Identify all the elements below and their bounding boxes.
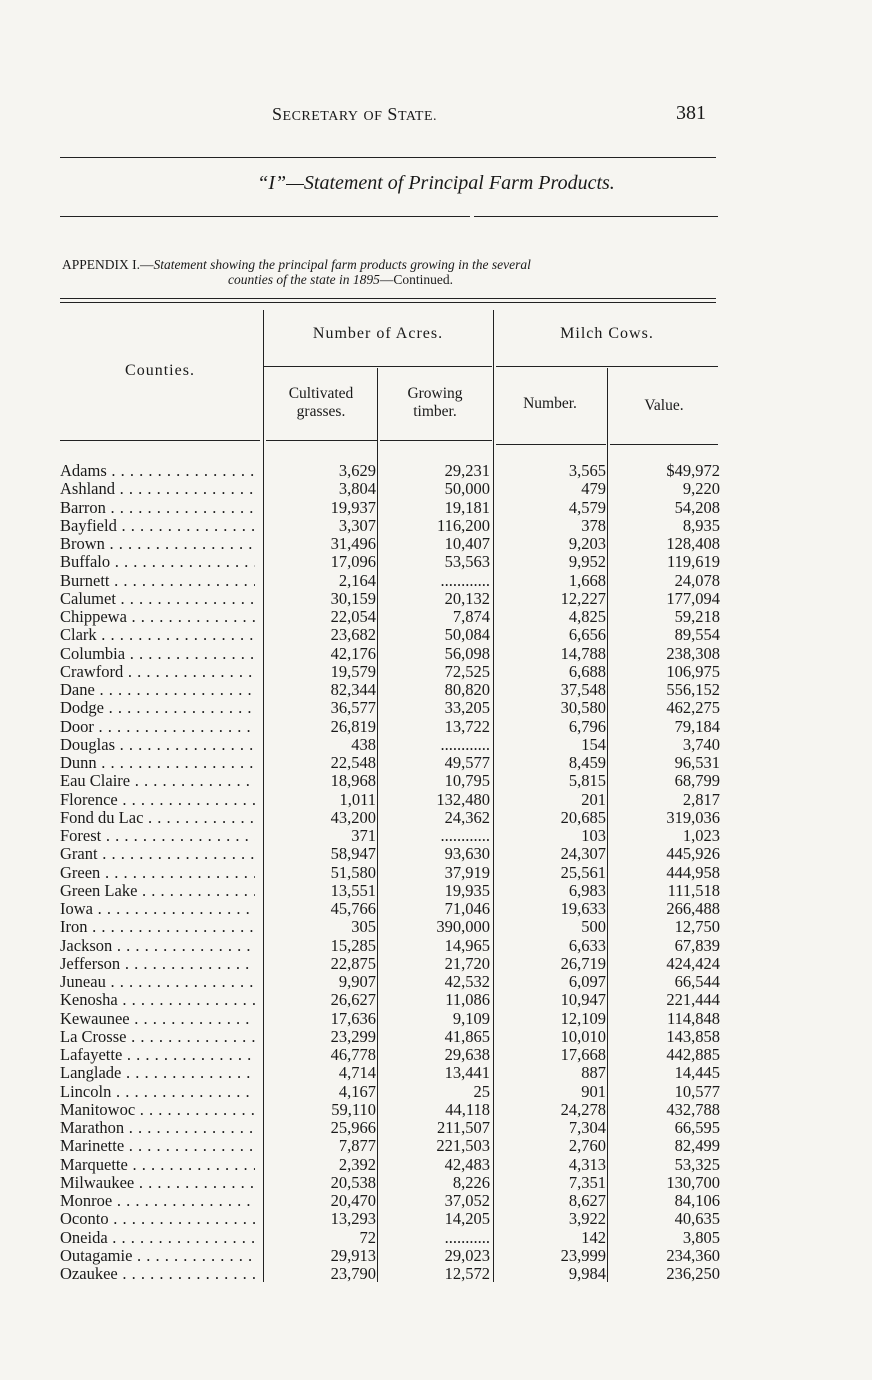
cultivated-grasses: 2,164 bbox=[338, 570, 376, 590]
county-name: Ozaukee . . . bbox=[60, 1265, 255, 1283]
milch-cows-value: 14,445 bbox=[674, 1063, 720, 1083]
milch-cows-number: 8,627 bbox=[568, 1191, 606, 1210]
milch-cows-value: 319,036 bbox=[666, 807, 720, 827]
table-row bbox=[0, 608, 872, 626]
milch-cows-value: 238,308 bbox=[666, 643, 720, 663]
growing-timber: 8,226 bbox=[452, 1172, 490, 1192]
table-row bbox=[0, 480, 872, 498]
milch-cows-value: 143,858 bbox=[666, 1026, 720, 1046]
cultivated-grasses: 19,937 bbox=[330, 497, 376, 517]
milch-cows-value: 114,848 bbox=[666, 1008, 720, 1028]
milch-cows-number: 30,580 bbox=[560, 698, 606, 718]
milch-cows-value: 432,788 bbox=[666, 1099, 720, 1119]
milch-cows-number: 3,565 bbox=[568, 461, 606, 480]
milch-cows-value: 462,275 bbox=[666, 698, 720, 718]
cultivated-grasses: 22,875 bbox=[330, 953, 376, 973]
growing-timber: 42,483 bbox=[444, 1154, 490, 1174]
milch-cows-value: 53,325 bbox=[674, 1154, 720, 1174]
milch-cows-value: 442,885 bbox=[666, 1045, 720, 1064]
table-row bbox=[0, 681, 872, 699]
cultivated-grasses: 3,307 bbox=[338, 515, 376, 535]
milch-cows-value: 424,424 bbox=[666, 953, 720, 973]
table-row bbox=[0, 882, 872, 900]
milch-cows-number: 7,351 bbox=[568, 1172, 606, 1192]
growing-timber: 37,919 bbox=[444, 862, 490, 882]
growing-timber: 14,965 bbox=[444, 935, 490, 955]
milch-cows-value: 556,152 bbox=[666, 680, 720, 699]
county-name: Ashland . . . bbox=[60, 480, 255, 498]
cultivated-grasses: 2,392 bbox=[338, 1154, 376, 1174]
table-row bbox=[0, 1210, 872, 1228]
table-row bbox=[0, 462, 872, 480]
milch-cows-number: 10,947 bbox=[560, 990, 606, 1010]
milch-cows-value: 445,926 bbox=[666, 844, 720, 864]
milch-cows-number: 6,097 bbox=[568, 972, 606, 991]
county-name: Oneida . . . bbox=[60, 1229, 255, 1247]
milch-cows-value: 10,577 bbox=[674, 1081, 720, 1101]
milch-cows-value: 444,958 bbox=[666, 862, 720, 882]
milch-cows-value: 2,817 bbox=[682, 789, 720, 809]
growing-timber: 42,532 bbox=[444, 972, 490, 991]
table-row bbox=[0, 754, 872, 772]
growing-timber: 19,181 bbox=[444, 497, 490, 517]
county-name: Clark . . . bbox=[60, 626, 255, 644]
milch-cows-number: 9,984 bbox=[568, 1264, 606, 1283]
cows-group-rule bbox=[496, 366, 718, 367]
milch-cows-number: 479 bbox=[581, 479, 606, 499]
growing-timber: 390,000 bbox=[436, 917, 490, 937]
table-row bbox=[0, 535, 872, 553]
county-name: Outagamie . . . bbox=[60, 1247, 255, 1265]
cultivated-grasses: 22,548 bbox=[330, 753, 376, 772]
county-name: Green . . . bbox=[60, 864, 255, 882]
growing-timber: 25 bbox=[473, 1081, 490, 1101]
county-name: Juneau . . . bbox=[60, 973, 255, 991]
growing-timber: 41,865 bbox=[444, 1026, 490, 1046]
cultivated-grasses: 22,054 bbox=[330, 607, 376, 626]
growing-timber: 14,205 bbox=[444, 1209, 490, 1229]
table-row bbox=[0, 1119, 872, 1137]
cultivated-grasses: 30,159 bbox=[330, 588, 376, 608]
growing-timber: 56,098 bbox=[444, 643, 490, 663]
col-header-timber: Growing timber. bbox=[407, 385, 463, 420]
cultivated-grasses: 20,470 bbox=[330, 1191, 376, 1210]
cultivated-grasses: 9,907 bbox=[338, 972, 376, 991]
county-name: Bayfield . . . bbox=[60, 517, 255, 535]
milch-cows-number: 12,109 bbox=[560, 1008, 606, 1028]
growing-timber: 53,563 bbox=[444, 552, 490, 572]
milch-cows-number: 9,952 bbox=[568, 552, 606, 572]
growing-timber: 29,023 bbox=[444, 1245, 490, 1265]
milch-cows-value: 177,094 bbox=[666, 588, 720, 608]
cultivated-grasses: 58,947 bbox=[330, 844, 376, 864]
cultivated-grasses: 3,629 bbox=[338, 461, 376, 480]
growing-timber: 50,084 bbox=[444, 625, 490, 645]
cultivated-grasses: 305 bbox=[351, 917, 376, 937]
milch-cows-number: 4,313 bbox=[568, 1154, 606, 1174]
county-name: Door . . . bbox=[60, 718, 255, 736]
milch-cows-value: 68,799 bbox=[674, 771, 720, 791]
table-row bbox=[0, 645, 872, 663]
table-row bbox=[0, 1083, 872, 1101]
county-name: Calumet . . . bbox=[60, 590, 255, 608]
table-row bbox=[0, 809, 872, 827]
cultivated-grasses: 31,496 bbox=[330, 534, 376, 553]
cultivated-grasses: 371 bbox=[351, 826, 376, 845]
acres-group-header: Number of Acres. bbox=[312, 325, 444, 342]
milch-cows-number: 12,227 bbox=[560, 588, 606, 608]
milch-cows-number: 154 bbox=[581, 734, 606, 754]
milch-cows-value: 1,023 bbox=[682, 826, 720, 845]
milch-cows-value: 266,488 bbox=[666, 899, 720, 918]
col-header-cultivated: Cultivated grasses. bbox=[288, 385, 354, 420]
growing-timber: 211,507 bbox=[436, 1118, 490, 1137]
county-name: Chippewa . . . bbox=[60, 608, 255, 626]
cultivated-grasses: 438 bbox=[351, 734, 376, 754]
acres-group-rule bbox=[264, 366, 492, 367]
cultivated-grasses: 43,200 bbox=[330, 807, 376, 827]
county-name: Lincoln . . . bbox=[60, 1083, 255, 1101]
milch-cows-number: 8,459 bbox=[568, 753, 606, 772]
cultivated-grasses: 13,293 bbox=[330, 1209, 376, 1229]
milch-cows-number: 378 bbox=[581, 515, 606, 535]
milch-cows-number: 500 bbox=[581, 917, 606, 937]
county-name: Marathon . . . bbox=[60, 1119, 255, 1137]
header-bottom-rule-c1 bbox=[266, 440, 378, 441]
county-name: Douglas . . . bbox=[60, 736, 255, 754]
table-row bbox=[0, 1247, 872, 1265]
milch-cows-value: 236,250 bbox=[666, 1264, 720, 1283]
milch-cows-value: 96,531 bbox=[674, 753, 720, 772]
growing-timber: 49,577 bbox=[444, 753, 490, 772]
growing-timber: 20,132 bbox=[444, 588, 490, 608]
county-name: Green Lake . . . bbox=[60, 882, 255, 900]
milch-cows-value: 66,544 bbox=[674, 972, 720, 991]
cultivated-grasses: 19,579 bbox=[330, 661, 376, 681]
milch-cows-value: 89,554 bbox=[674, 625, 720, 645]
county-name: Jackson . . . bbox=[60, 937, 255, 955]
table-row bbox=[0, 499, 872, 517]
cultivated-grasses: 3,804 bbox=[338, 479, 376, 499]
milch-cows-number: 201 bbox=[581, 789, 606, 809]
milch-cows-value: 67,839 bbox=[674, 935, 720, 955]
milch-cows-number: 10,010 bbox=[560, 1026, 606, 1046]
cultivated-grasses: 23,790 bbox=[330, 1264, 376, 1283]
milch-cows-value: 234,360 bbox=[666, 1245, 720, 1265]
cultivated-grasses: 45,766 bbox=[330, 899, 376, 918]
county-name: Florence . . . bbox=[60, 791, 255, 809]
growing-timber: ............ bbox=[440, 734, 490, 754]
cultivated-grasses: 4,167 bbox=[338, 1081, 376, 1101]
milch-cows-number: 6,688 bbox=[568, 661, 606, 681]
milch-cows-number: 2,760 bbox=[568, 1136, 606, 1156]
milch-cows-number: 25,561 bbox=[560, 862, 606, 882]
county-name: Forest . . . bbox=[60, 827, 255, 845]
table-row bbox=[0, 955, 872, 973]
county-name: Marquette . . . bbox=[60, 1156, 255, 1174]
table-row bbox=[0, 1010, 872, 1028]
growing-timber: 37,052 bbox=[444, 1191, 490, 1210]
cultivated-grasses: 42,176 bbox=[330, 643, 376, 663]
county-name: Eau Claire . . . bbox=[60, 772, 255, 790]
cultivated-grasses: 13,551 bbox=[330, 880, 376, 900]
county-name: Kewaunee . . . bbox=[60, 1010, 255, 1028]
table-row bbox=[0, 864, 872, 882]
milch-cows-number: 7,304 bbox=[568, 1118, 606, 1137]
growing-timber: 7,874 bbox=[452, 607, 490, 626]
county-name: Burnett . . . bbox=[60, 572, 255, 590]
milch-cows-value: 12,750 bbox=[674, 917, 720, 937]
county-name: Adams . . . bbox=[60, 462, 255, 480]
cultivated-grasses: 4,714 bbox=[338, 1063, 376, 1083]
county-name: Dane . . . bbox=[60, 681, 255, 699]
table-row bbox=[0, 1174, 872, 1192]
table-row bbox=[0, 772, 872, 790]
county-name: Crawford . . . bbox=[60, 663, 255, 681]
table-row bbox=[0, 553, 872, 571]
cultivated-grasses: 23,682 bbox=[330, 625, 376, 645]
table-row bbox=[0, 1046, 872, 1064]
county-name: Barron . . . bbox=[60, 499, 255, 517]
milch-cows-value: 82,499 bbox=[674, 1136, 720, 1156]
section-rule-left bbox=[60, 216, 470, 217]
county-name: Monroe . . . bbox=[60, 1192, 255, 1210]
table-row bbox=[0, 1265, 872, 1283]
table-row bbox=[0, 626, 872, 644]
growing-timber: 21,720 bbox=[444, 953, 490, 973]
table-row bbox=[0, 663, 872, 681]
milch-cows-number: 5,815 bbox=[568, 771, 606, 791]
table-row bbox=[0, 973, 872, 991]
table-row bbox=[0, 937, 872, 955]
growing-timber: 44,118 bbox=[445, 1099, 490, 1119]
table-row bbox=[0, 699, 872, 717]
growing-timber: 10,407 bbox=[444, 534, 490, 553]
milch-cows-number: 4,579 bbox=[568, 497, 606, 517]
milch-cows-value: 3,740 bbox=[682, 734, 720, 754]
milch-cows-value: 24,078 bbox=[674, 570, 720, 590]
growing-timber: 10,795 bbox=[444, 771, 490, 791]
county-name: Oconto . . . bbox=[60, 1210, 255, 1228]
cultivated-grasses: 20,538 bbox=[330, 1172, 376, 1192]
cultivated-grasses: 18,968 bbox=[330, 771, 376, 791]
county-name: Brown . . . bbox=[60, 535, 255, 553]
table-row bbox=[0, 827, 872, 845]
milch-cows-number: 9,203 bbox=[568, 534, 606, 553]
cultivated-grasses: 46,778 bbox=[330, 1045, 376, 1064]
milch-cows-number: 24,307 bbox=[560, 844, 606, 864]
growing-timber: 93,630 bbox=[444, 844, 490, 864]
table-row bbox=[0, 991, 872, 1009]
table-row bbox=[0, 1028, 872, 1046]
growing-timber: 29,638 bbox=[444, 1045, 490, 1064]
header-bottom-rule-c3 bbox=[496, 444, 606, 445]
milch-cows-value: $49,972 bbox=[666, 461, 720, 480]
milch-cows-number: 20,685 bbox=[560, 807, 606, 827]
table-row bbox=[0, 1101, 872, 1119]
milch-cows-value: 128,408 bbox=[666, 534, 720, 553]
cultivated-grasses: 59,110 bbox=[331, 1099, 376, 1119]
growing-timber: 12,572 bbox=[444, 1264, 490, 1283]
county-name: Columbia . . . bbox=[60, 645, 255, 663]
milch-cows-number: 3,922 bbox=[568, 1209, 606, 1229]
milch-cows-value: 79,184 bbox=[674, 716, 720, 736]
counties-header: Counties. bbox=[125, 362, 195, 379]
growing-timber: 13,441 bbox=[444, 1063, 490, 1083]
milch-cows-number: 142 bbox=[581, 1227, 606, 1247]
county-name: Dunn . . . bbox=[60, 754, 255, 772]
growing-timber: 33,205 bbox=[444, 698, 490, 718]
header-bottom-rule-c2 bbox=[380, 440, 492, 441]
header-bottom-rule-counties bbox=[60, 440, 260, 441]
growing-timber: ............ bbox=[440, 570, 490, 590]
col-header-value: Value. bbox=[644, 397, 684, 414]
section-rule-right bbox=[474, 216, 718, 217]
milch-cows-number: 26,719 bbox=[560, 953, 606, 973]
cultivated-grasses: 1,011 bbox=[339, 789, 376, 809]
section-title: “I”—Statement of Principal Farm Products. bbox=[257, 172, 615, 194]
milch-cows-value: 59,218 bbox=[674, 607, 720, 626]
milch-cows-number: 19,633 bbox=[560, 899, 606, 918]
cultivated-grasses: 72 bbox=[359, 1227, 376, 1247]
county-name: Kenosha . . . bbox=[60, 991, 255, 1009]
cows-group-header: Milch Cows. bbox=[560, 325, 654, 342]
cultivated-grasses: 26,819 bbox=[330, 716, 376, 736]
milch-cows-number: 6,983 bbox=[568, 880, 606, 900]
growing-timber: 24,362 bbox=[444, 807, 490, 827]
table-row bbox=[0, 918, 872, 936]
table-row bbox=[0, 791, 872, 809]
milch-cows-number: 887 bbox=[581, 1063, 606, 1083]
table-row bbox=[0, 1229, 872, 1247]
milch-cows-value: 66,595 bbox=[674, 1118, 720, 1137]
cultivated-grasses: 23,299 bbox=[330, 1026, 376, 1046]
table-row bbox=[0, 572, 872, 590]
growing-timber: ........... bbox=[444, 1227, 490, 1247]
farm-products-table bbox=[0, 462, 872, 1283]
milch-cows-number: 901 bbox=[581, 1081, 606, 1101]
milch-cows-number: 23,999 bbox=[560, 1245, 606, 1265]
milch-cows-number: 6,656 bbox=[568, 625, 606, 645]
milch-cows-value: 9,220 bbox=[682, 479, 720, 499]
growing-timber: ............ bbox=[440, 826, 490, 845]
table-row bbox=[0, 1156, 872, 1174]
milch-cows-number: 24,278 bbox=[560, 1099, 606, 1119]
county-name: Fond du Lac . . . bbox=[60, 809, 255, 827]
growing-timber: 132,480 bbox=[436, 789, 490, 809]
growing-timber: 80,820 bbox=[444, 680, 490, 699]
growing-timber: 29,231 bbox=[444, 461, 490, 480]
table-row bbox=[0, 718, 872, 736]
milch-cows-value: 119,619 bbox=[666, 552, 720, 572]
milch-cows-number: 14,788 bbox=[560, 643, 606, 663]
milch-cows-value: 221,444 bbox=[666, 990, 720, 1010]
growing-timber: 72,525 bbox=[444, 661, 490, 681]
cultivated-grasses: 36,577 bbox=[330, 698, 376, 718]
growing-timber: 13,722 bbox=[444, 716, 490, 736]
milch-cows-value: 111,518 bbox=[667, 880, 720, 900]
table-row bbox=[0, 1192, 872, 1210]
table-row bbox=[0, 1137, 872, 1155]
county-name: Marinette . . . bbox=[60, 1137, 255, 1155]
table-row bbox=[0, 590, 872, 608]
cultivated-grasses: 51,580 bbox=[330, 862, 376, 882]
cultivated-grasses: 26,627 bbox=[330, 990, 376, 1010]
table-top-rule-2 bbox=[60, 302, 716, 303]
milch-cows-value: 40,635 bbox=[674, 1209, 720, 1229]
county-name: Jefferson . . . bbox=[60, 955, 255, 973]
milch-cows-value: 3,805 bbox=[682, 1227, 720, 1247]
table-row bbox=[0, 1064, 872, 1082]
cultivated-grasses: 29,913 bbox=[330, 1245, 376, 1265]
cultivated-grasses: 15,285 bbox=[330, 935, 376, 955]
cultivated-grasses: 17,096 bbox=[330, 552, 376, 572]
growing-timber: 71,046 bbox=[444, 899, 490, 918]
col-header-number: Number. bbox=[523, 395, 577, 412]
milch-cows-number: 37,548 bbox=[560, 680, 606, 699]
county-name: Iron . . . bbox=[60, 918, 255, 936]
growing-timber: 11,086 bbox=[445, 990, 490, 1010]
milch-cows-number: 17,668 bbox=[560, 1045, 606, 1064]
cultivated-grasses: 82,344 bbox=[330, 680, 376, 699]
table-row bbox=[0, 900, 872, 918]
county-name: Langlade . . . bbox=[60, 1064, 255, 1082]
running-head: SECRETARY OF STATE. bbox=[272, 104, 438, 124]
growing-timber: 19,935 bbox=[444, 880, 490, 900]
growing-timber: 116,200 bbox=[436, 515, 490, 535]
cultivated-grasses: 25,966 bbox=[330, 1118, 376, 1137]
milch-cows-number: 4,825 bbox=[568, 607, 606, 626]
county-name: Manitowoc . . . bbox=[60, 1101, 255, 1119]
milch-cows-value: 54,208 bbox=[674, 497, 720, 517]
milch-cows-number: 1,668 bbox=[568, 570, 606, 590]
county-name: Lafayette . . . bbox=[60, 1046, 255, 1064]
header-bottom-rule-c4 bbox=[610, 444, 718, 445]
milch-cows-value: 106,975 bbox=[666, 661, 720, 681]
milch-cows-value: 130,700 bbox=[666, 1172, 720, 1192]
milch-cows-number: 6,633 bbox=[568, 935, 606, 955]
table-row bbox=[0, 517, 872, 535]
county-name: Iowa . . . bbox=[60, 900, 255, 918]
table-top-rule-1 bbox=[60, 298, 716, 299]
county-name: Dodge . . . bbox=[60, 699, 255, 717]
cultivated-grasses: 7,877 bbox=[338, 1136, 376, 1156]
county-name: Buffalo . . . bbox=[60, 553, 255, 571]
county-name: Milwaukee . . . bbox=[60, 1174, 255, 1192]
appendix-caption: APPENDIX I.—Statement showing the principal farm products growing in the several counties of the state in 1895—Continued. bbox=[62, 257, 531, 287]
page-number: 381 bbox=[676, 102, 706, 124]
milch-cows-number: 6,796 bbox=[568, 716, 606, 736]
milch-cows-value: 8,935 bbox=[682, 515, 720, 535]
cultivated-grasses: 17,636 bbox=[330, 1008, 376, 1028]
growing-timber: 50,000 bbox=[444, 479, 490, 499]
county-name: Grant . . . bbox=[60, 845, 255, 863]
milch-cows-value: 84,106 bbox=[674, 1191, 720, 1210]
county-name: La Crosse . . . bbox=[60, 1028, 255, 1046]
growing-timber: 221,503 bbox=[436, 1136, 490, 1156]
header-rule bbox=[60, 157, 716, 158]
growing-timber: 9,109 bbox=[452, 1008, 490, 1028]
table-row bbox=[0, 845, 872, 863]
milch-cows-number: 103 bbox=[581, 826, 606, 845]
table-row bbox=[0, 736, 872, 754]
